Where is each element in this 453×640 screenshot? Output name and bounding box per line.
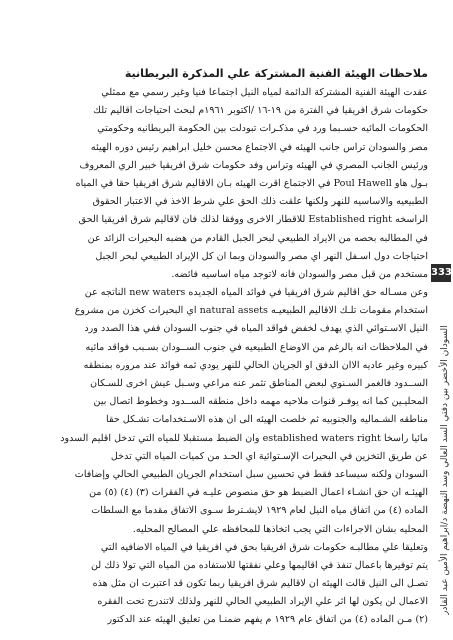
text-line: عقدت الهيئة الفنية المشتركة الدائمة لمياه النيل اجتماعا فنيا وغير رسمي مع ممثلي — [101, 87, 428, 98]
text-line: مائيا راسخا established waters right وان الضبط مستقبلا للمياه التي تدخل اقليم السدود — [60, 432, 428, 444]
text-line: مصر والسودان تراس جانب الهيئه في الاجتماع محسن خليل ابراهيم رئيس دوره الهيئه — [90, 141, 428, 153]
text-line: المحليه بشان الاجراءات التي يجب اتخاذها للمحافظه علي المصالح المحليه. — [132, 523, 428, 535]
text-line: الراسخه Established right للاقطار الاخرى ووفقا لذلك فان لاقاليم شرق افريقيا الحق — [78, 214, 428, 226]
text-line: احتياجات دول اسـفل النهر اي مصر والسودان وبما ان كل الإيراد الطبيعي لبحر الجبل — [95, 250, 428, 262]
text-line: الطبيعيه والاساسيه للنهر ولكنها علقت ذلك الحق علي شرط الاخذ في الاعتبار الحقوق — [92, 196, 428, 208]
paragraph-1 — [60, 84, 428, 284]
text-line: الاعمال لن يكون لها اثر علي الإيراد الطبيعي الحالي للنهر ولذلك لاتندرج تحت الفقره — [97, 596, 428, 608]
text-line: كبيره وغير عاديه الاان الدفق او الجريان الحالي للنهر يودي ثمه فوائد عند مروره بمنطقه — [83, 359, 428, 371]
text-line: الحكومات المائيه حسـبما ورد في مذكـرات تبودلت بين الحكومة البريطانيه وحكومتي — [97, 123, 428, 135]
text-line: بـول هاو Poul Hawell في الاجتماع اقرت الهيئه بـان الاقاليم شرق افريقيا حقا في المياه — [75, 177, 428, 189]
text-line: الهيئـه ان حق انشـاء اعمال الضبط هو حق منصوص عليـه في الفقرات (٣) (٤) (٥) من — [89, 487, 428, 499]
running-title: السودان الأخضر بين دفتي السد العالي وسد النهضة د/ابراهيم الأمين عبد القادر — [440, 325, 450, 615]
text-line: وعن مسـاله حق اقاليم شرق افريقيا في فوائد المياه الجديده new waters الناتجه عن — [84, 287, 428, 299]
paragraph-2 — [60, 284, 428, 539]
section-heading: ملاحظات الهيئة الفنية المشتركة علي المذكرة البريطانية — [124, 67, 428, 80]
text-line: يتم توفيرها باعمال تنفذ في اقاليمها وعلي نفقتها للاستفاده من المياه التي تولا ذلك لن — [90, 559, 428, 571]
text-line: عن طريق التخزين في البحيرات الإسـتوائية اي الحـد من كميات المياه التي تدخل — [110, 450, 428, 462]
page-body — [60, 66, 428, 630]
text-line: ورئيس الجانب المصري في الهيئه وتراس وفد حكومات شرق افريقيا خبير الري المعروف — [79, 159, 428, 171]
text-line: استخدام مقومات تلـك الاقاليم الطبيعيـه natural assets اي البحيرات كخزن من مشروع — [74, 305, 428, 317]
text-line: في الملاحظات انه بالرغم من الاوضاع الطبيعيه في جنوب الســودان بسـبب فواقد مائيه — [85, 341, 428, 353]
text-line: تصـل الى النيل قالت الهيئه ان لاقاليم شرق افريقيا ربما تكون قد اعتبرت ان مثل هذه — [92, 578, 428, 590]
text-line: مناطقه الشـماليه والجنوبيه ثم خلصت الهيئه الى ان هذه الاسـتخدامات تشـكل حقا — [106, 414, 428, 426]
text-line: الماده (٤) من اتفاق مياه النيل لعام ١٩٢٩ لايشـترط سـوى الاتفاق مقدما مع السلطات — [91, 505, 428, 517]
text-line: (٢) مـن الماده (٤) من اتفاق عام ١٩٢٩ م يفهم ضمنـا من تعليق الهيئه عند الدكتور — [107, 614, 428, 626]
text-line: الســدود فالغمر السـنوي لبعض المناطق تثمر عنه مراعي وسـبل عيش اخرى للسـكان — [90, 378, 428, 389]
page-number: 333 — [431, 264, 451, 282]
text-line: مستخدم من قبل مصر والسودان فانه لاتوجد مياه اساسيه فائضه. — [171, 268, 428, 280]
text-line: النيل الاسـتوائي الذي يهدف لخفض فواقد المياه في جنوب السودان ففي هذا الصدد ورد — [84, 323, 428, 335]
text-line: حكومات شرق افريقيا في الفترة من ١٩-١٦ /اكتوبر ١٩٦١م لبحث احتياجات اقاليم تلك — [93, 105, 428, 117]
paragraph-3 — [60, 539, 428, 630]
text-line: وتعليقا علي مطالبـه حكومات شرق افريقيا بحق في افريقيا في المياه الاضافيه التي — [100, 541, 428, 553]
text-line: السودان ولكنه سيساعد فقط في تحسين سبل استخدام الجريان الطبيعي الحالي وإضافات — [74, 468, 428, 480]
text-line: في المطالبه بحصه من الايراد الطبيعي لبحر الجبل القادم من هضبه البحيرات الزائد عن — [87, 232, 428, 244]
text-line: المحليـين كما انه يوفـر قنوات ملاحيه مهمه داخل منطقه الســدود وخطوط اتصال بين — [93, 396, 428, 408]
